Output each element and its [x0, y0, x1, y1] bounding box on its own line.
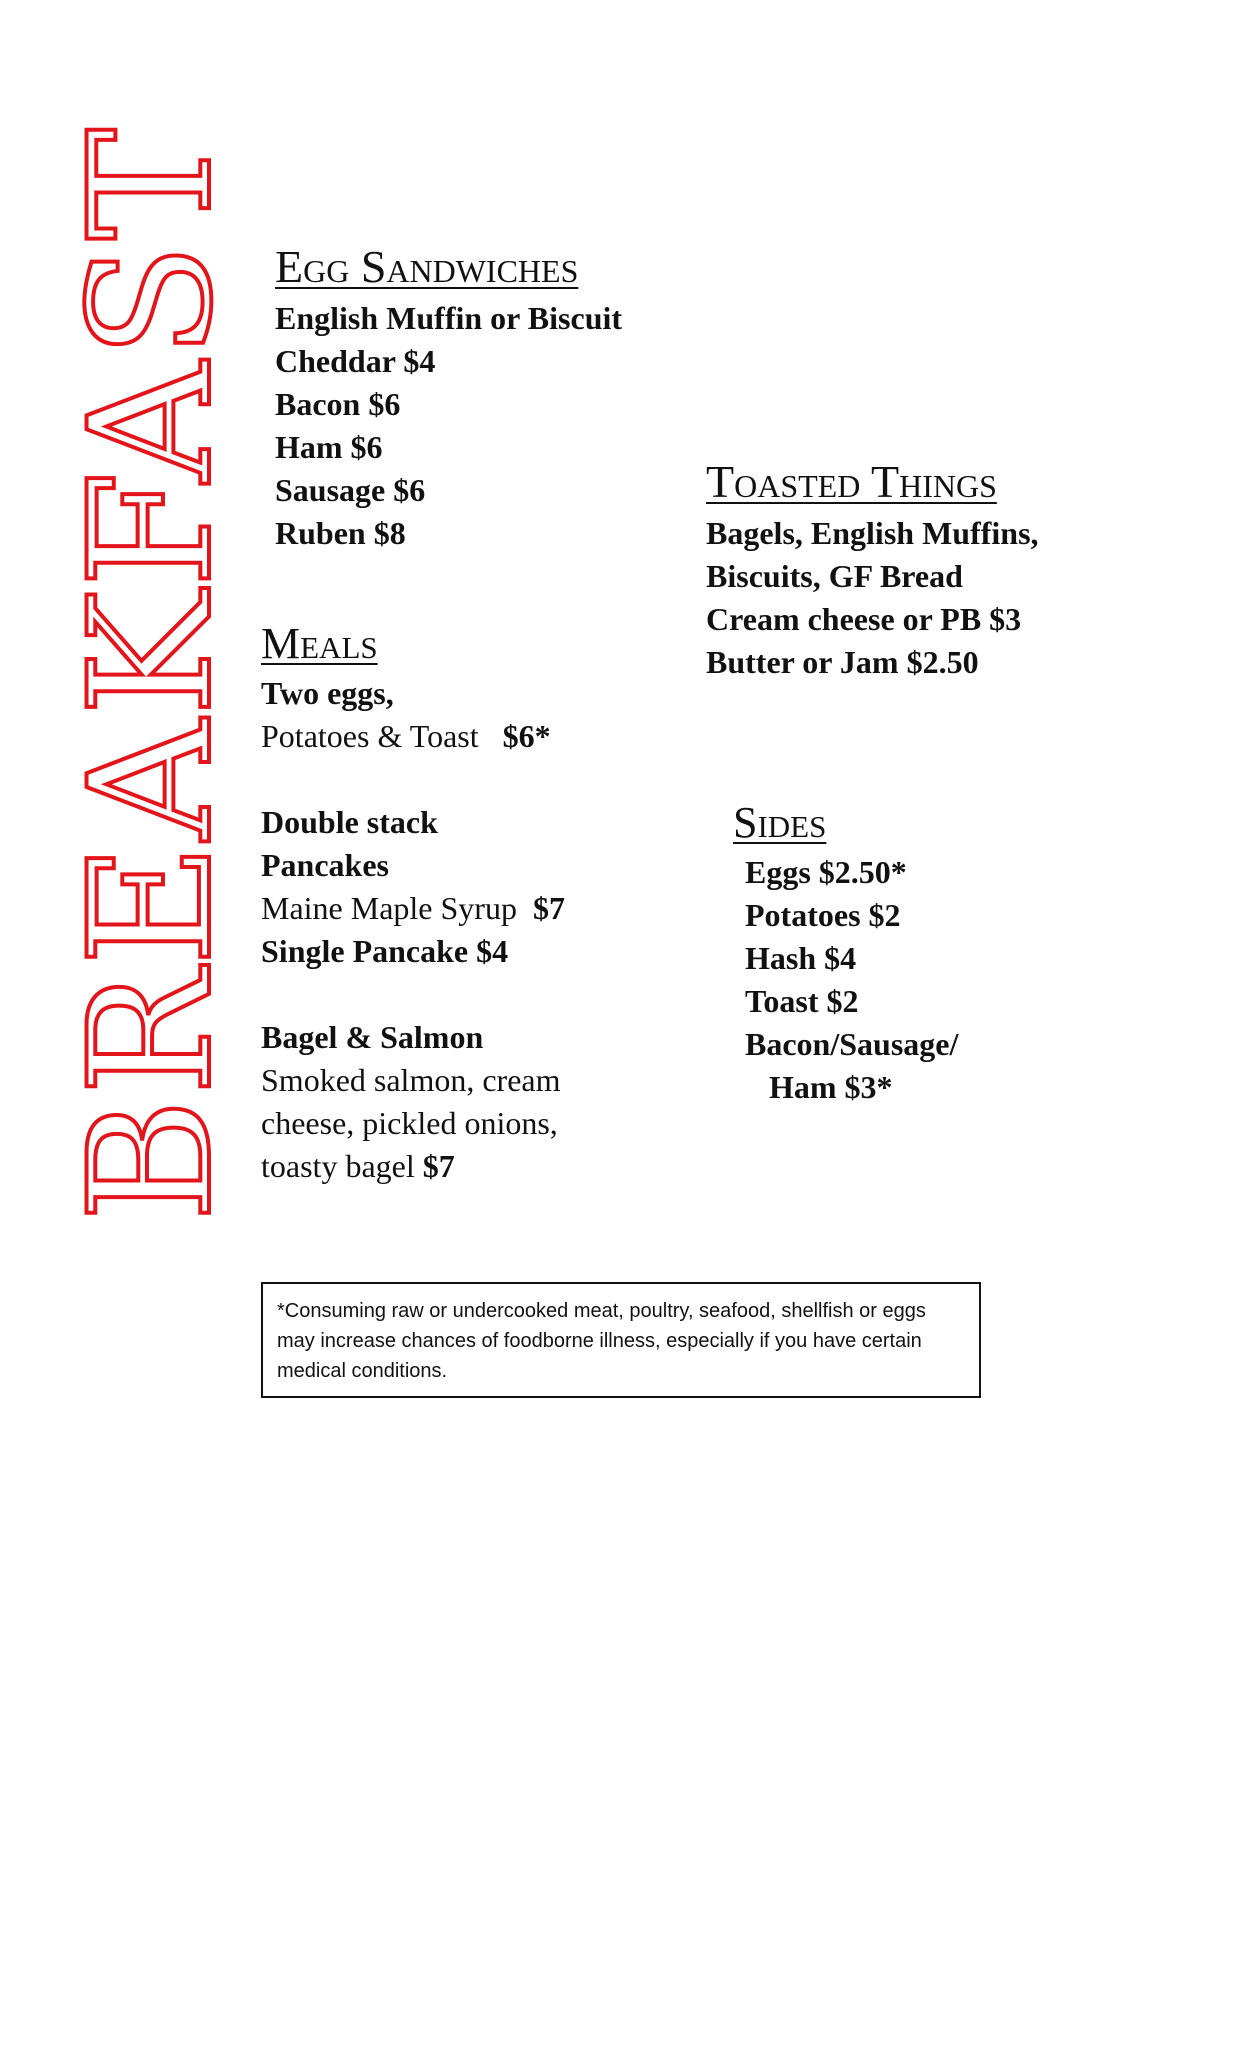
- pancakes-price: $7: [532, 890, 565, 927]
- egg-sandwich-bread-options: English Muffin or Biscuit: [275, 299, 623, 336]
- egg-sandwich-ruben: Ruben $8: [275, 514, 406, 551]
- pancakes-line: [261, 887, 565, 930]
- bagel-salmon-name: Bagel & Salmon: [261, 1019, 484, 1056]
- breakfast-vertical-title: BREAKFAST: [53, 125, 249, 1222]
- bagel-salmon-desc-2: cheese, pickled onions,: [261, 1105, 558, 1142]
- toasted-butter-jam: Butter or Jam $2.50: [706, 643, 979, 680]
- toasted-things-section: [706, 457, 1039, 684]
- egg-sandwiches-heading: Egg Sandwiches: [275, 241, 579, 292]
- two-eggs-price: $6*: [502, 718, 551, 755]
- meals-section: [261, 620, 565, 1188]
- pancakes-description: Maine Maple Syrup: [261, 890, 517, 927]
- food-safety-disclaimer: *Consuming raw or undercooked meat, poultry, seafood, shellfish or eggs may increase chances of foodborne illness, especially if you have certain medical conditions.: [261, 1282, 981, 1398]
- side-eggs: Eggs $2.50*: [745, 854, 907, 891]
- egg-sandwich-cheddar: Cheddar $4: [275, 342, 436, 379]
- bagel-salmon-desc-3: toasty bagel: [261, 1148, 415, 1185]
- toasted-things-heading: Toasted Things: [706, 456, 997, 507]
- single-pancake: Single Pancake $4: [261, 933, 509, 970]
- egg-sandwiches-section: [275, 242, 622, 555]
- toasted-breads-2: Biscuits, GF Bread: [706, 557, 963, 594]
- sides-heading: Sides: [733, 798, 827, 847]
- egg-sandwich-sausage: Sausage $6: [275, 471, 426, 508]
- two-eggs-line: [261, 715, 565, 758]
- toasted-cream-cheese: Cream cheese or PB $3: [706, 600, 1022, 637]
- meals-heading: Meals: [261, 619, 378, 668]
- egg-sandwich-bacon: Bacon $6: [275, 385, 401, 422]
- bagel-salmon-price: $7: [422, 1148, 455, 1185]
- side-hash: Hash $4: [745, 940, 857, 977]
- two-eggs-description: Potatoes & Toast: [261, 718, 479, 755]
- pancakes-name-line2: Pancakes: [261, 847, 389, 884]
- bagel-salmon-desc-1: Smoked salmon, cream: [261, 1062, 561, 1099]
- bagel-salmon-line: [261, 1145, 565, 1188]
- side-meats-line2: Ham $3*: [769, 1069, 893, 1106]
- side-toast: Toast $2: [745, 983, 859, 1020]
- side-potatoes: Potatoes $2: [745, 897, 901, 934]
- pancakes-name-line1: Double stack: [261, 804, 438, 841]
- toasted-breads-1: Bagels, English Muffins,: [706, 514, 1039, 551]
- egg-sandwich-ham: Ham $6: [275, 428, 383, 465]
- sides-section: [733, 799, 958, 1109]
- two-eggs-name: Two eggs,: [261, 675, 394, 712]
- side-meats-line1: Bacon/Sausage/: [745, 1026, 959, 1063]
